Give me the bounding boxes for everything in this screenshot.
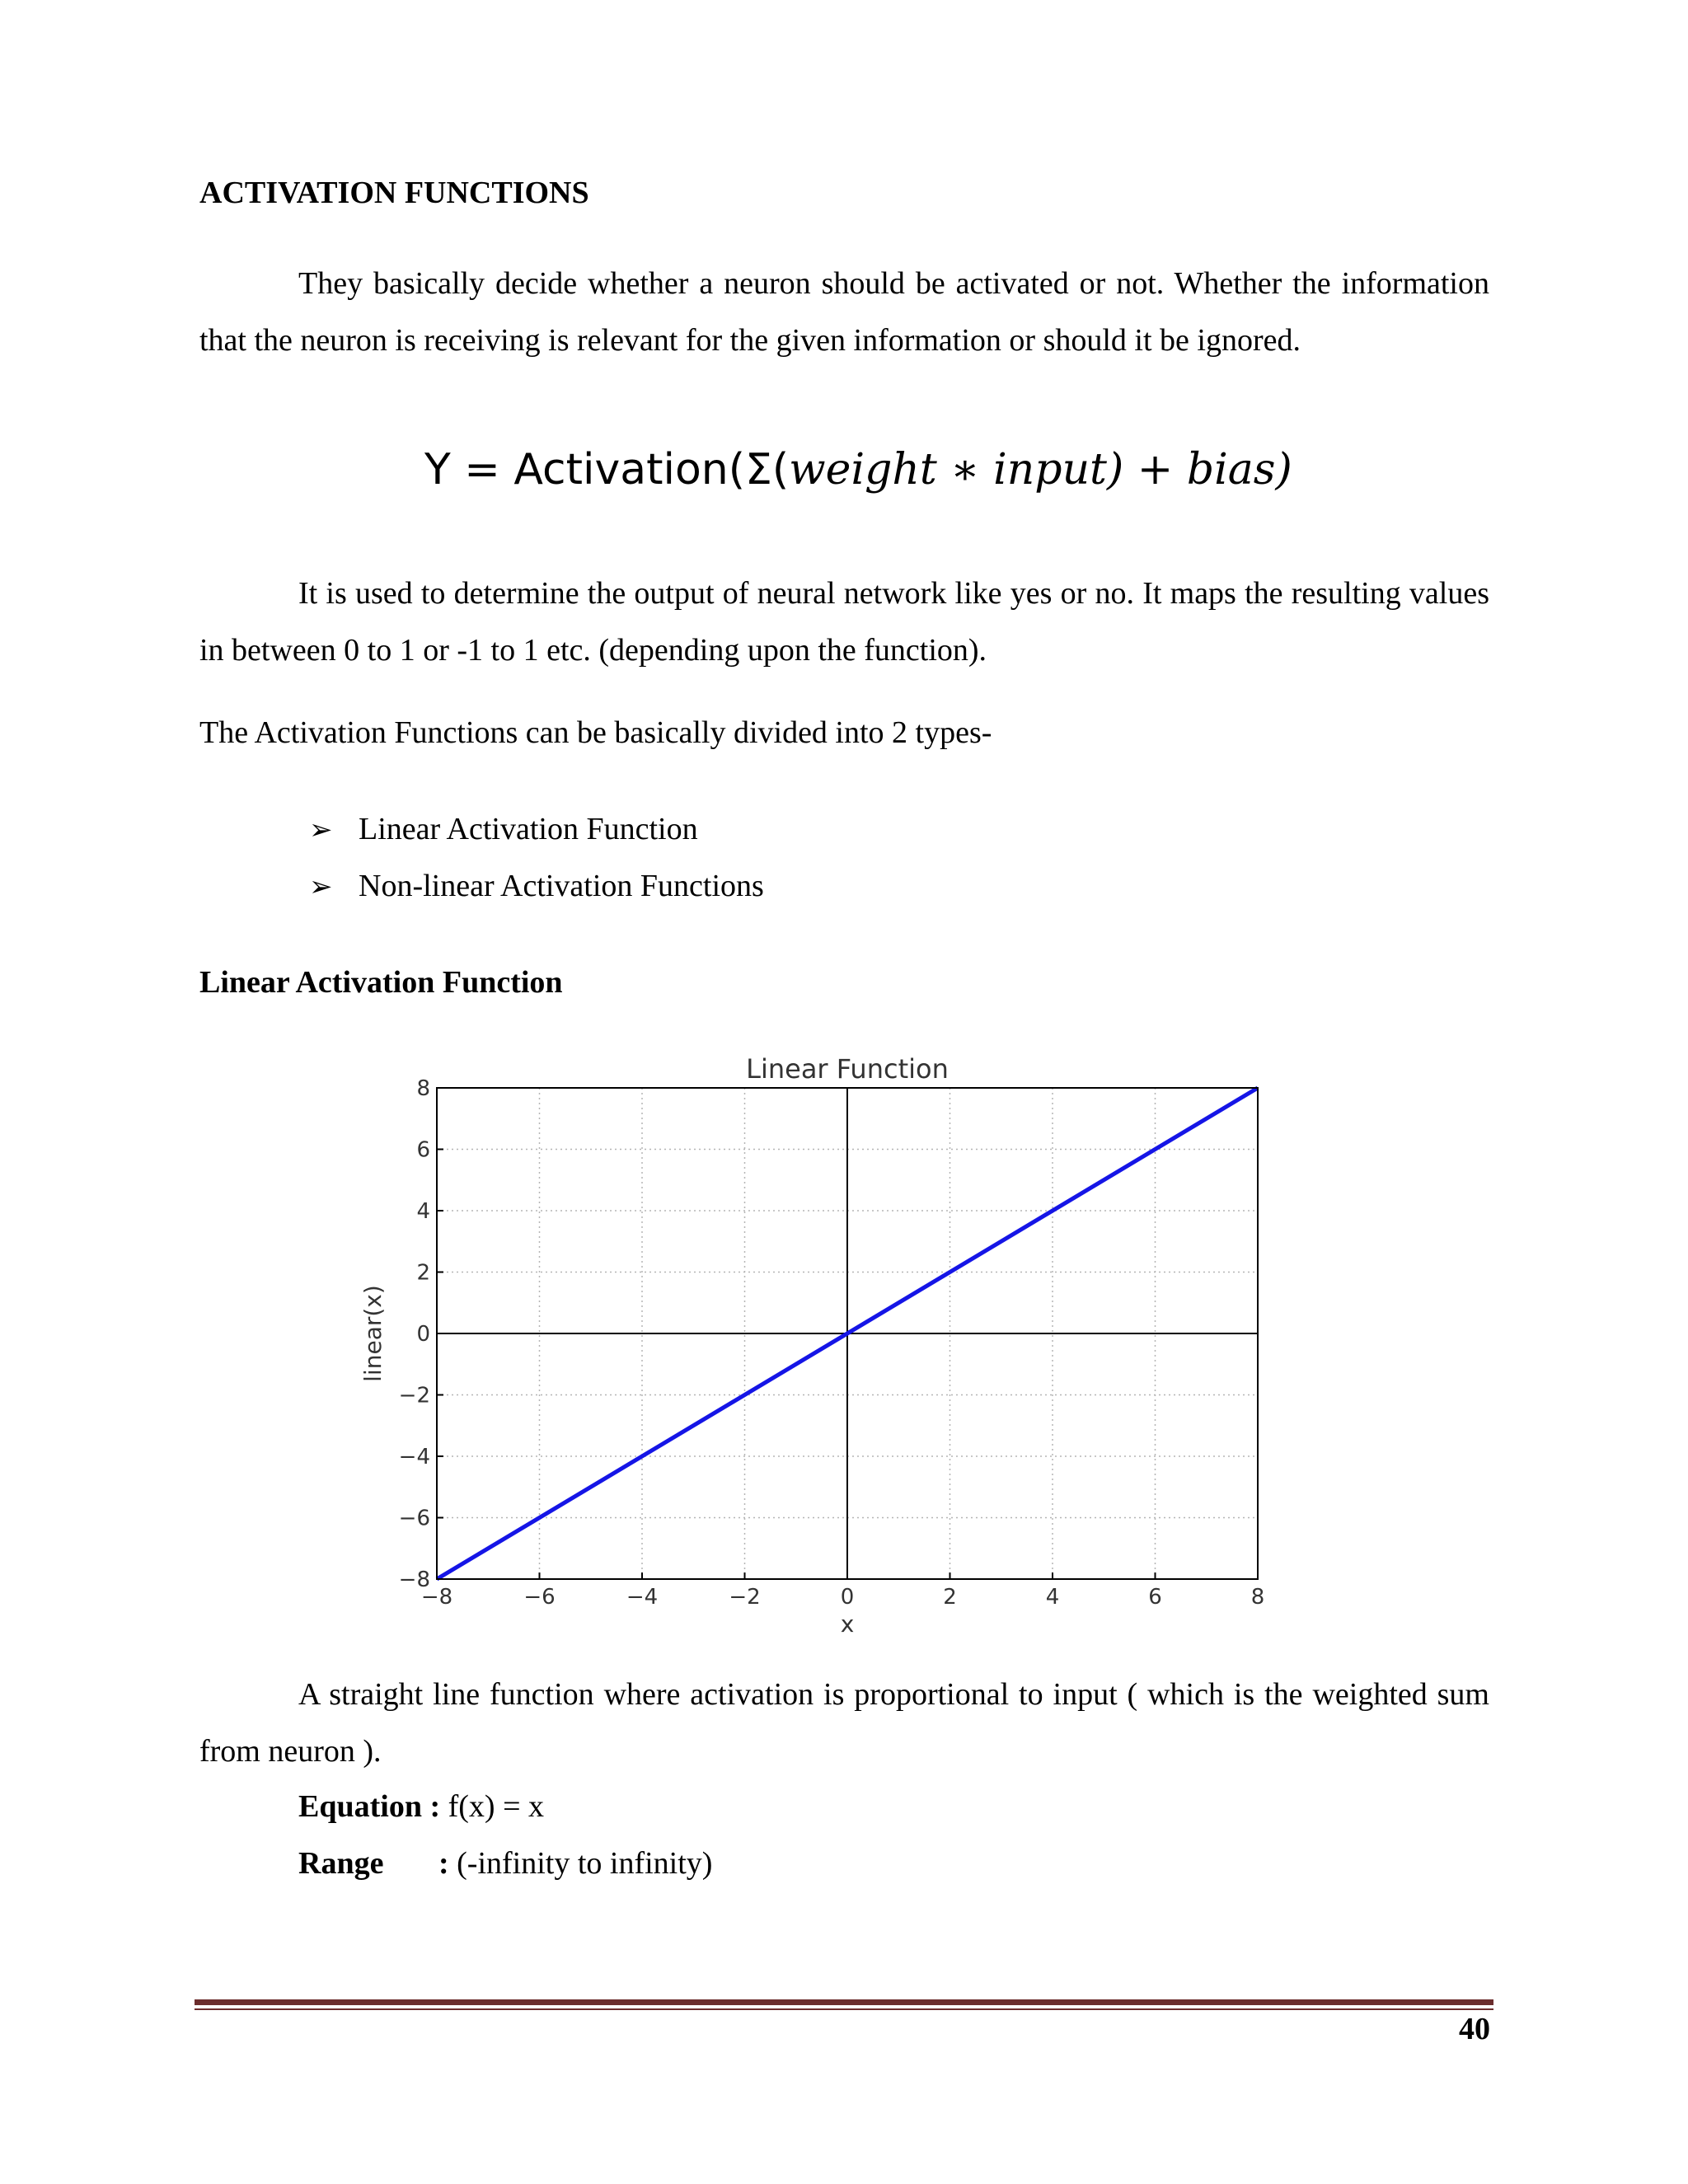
formula-suffix: ) (1275, 445, 1292, 494)
types-intro: The Activation Functions can be basically divided into 2 types- (199, 715, 992, 750)
range-colon: : (438, 1846, 449, 1881)
arrow-bullet-icon: ➢ (309, 870, 333, 903)
y-tick-label: 2 (416, 1260, 430, 1286)
x-tick-label: 4 (1045, 1585, 1060, 1610)
y-tick-label: 6 (416, 1137, 430, 1163)
chart-title: Linear Function (746, 1053, 949, 1085)
equation-label: Equation : (298, 1789, 441, 1824)
arrow-bullet-icon: ➢ (309, 813, 333, 846)
x-tick-label: −8 (420, 1585, 453, 1610)
subsection-title: Linear Activation Function (199, 965, 563, 1000)
description-paragraph: A straight line function where activation is proportional to input ( which is the weighted sum from neuron ). (199, 1677, 1489, 1769)
type-list-item (309, 811, 698, 847)
x-tick-label: −6 (523, 1585, 556, 1610)
page-number: 40 (1459, 2012, 1490, 2046)
y-tick-label: −2 (398, 1383, 430, 1408)
formula-prefix: Y = Activation(Σ( (424, 445, 790, 494)
activation-formula (424, 445, 1292, 503)
footer-rule-thin (195, 2008, 1493, 2010)
y-tick-label: 0 (416, 1322, 430, 1347)
range-value: (-infinity to infinity) (457, 1846, 713, 1881)
range-line (298, 1845, 712, 1882)
type-label: Linear Activation Function (359, 812, 698, 846)
y-axis-label: linear(x) (359, 1285, 387, 1382)
y-tick-label: −4 (398, 1445, 430, 1469)
y-tick-label: −6 (398, 1506, 430, 1531)
x-tick-label: −4 (626, 1585, 659, 1610)
formula-weight: weight (789, 445, 937, 494)
x-tick-label: 0 (840, 1585, 855, 1610)
y-tick-label: −8 (398, 1568, 430, 1592)
intro-paragraph: They basically decide whether a neuron should be activated or not. Whether the information that the neuron is receiving is relevant for the given information or should it be ignored. (199, 266, 1489, 358)
x-tick-label: 2 (943, 1585, 957, 1610)
type-label: Non-linear Activation Functions (359, 869, 764, 903)
formula-input: input (993, 445, 1107, 494)
section-title: ACTIVATION FUNCTIONS (199, 176, 589, 210)
range-label: Range (298, 1846, 384, 1881)
x-tick-label: 6 (1148, 1585, 1162, 1610)
x-axis-label: x (840, 1610, 855, 1638)
x-tick-label: −2 (729, 1585, 761, 1610)
y-tick-label: 8 (416, 1076, 430, 1101)
x-tick-label: 8 (1250, 1585, 1265, 1610)
formula-mid: ) + (1106, 445, 1187, 494)
y-tick-label: 4 (416, 1199, 430, 1224)
type-list-item (309, 868, 764, 904)
equation-value: f(x) = x (448, 1789, 545, 1824)
footer-rule (195, 1999, 1493, 2005)
formula-bias: bias (1186, 445, 1276, 494)
equation-line (298, 1788, 544, 1825)
formula-times: ∗ (936, 445, 994, 494)
output-paragraph: It is used to determine the output of neural network like yes or no. It maps the resulting values in between 0 to 1 or -1 to 1 etc. (depending upon the function). (199, 576, 1489, 668)
linear-function-chart (346, 1038, 1294, 1648)
